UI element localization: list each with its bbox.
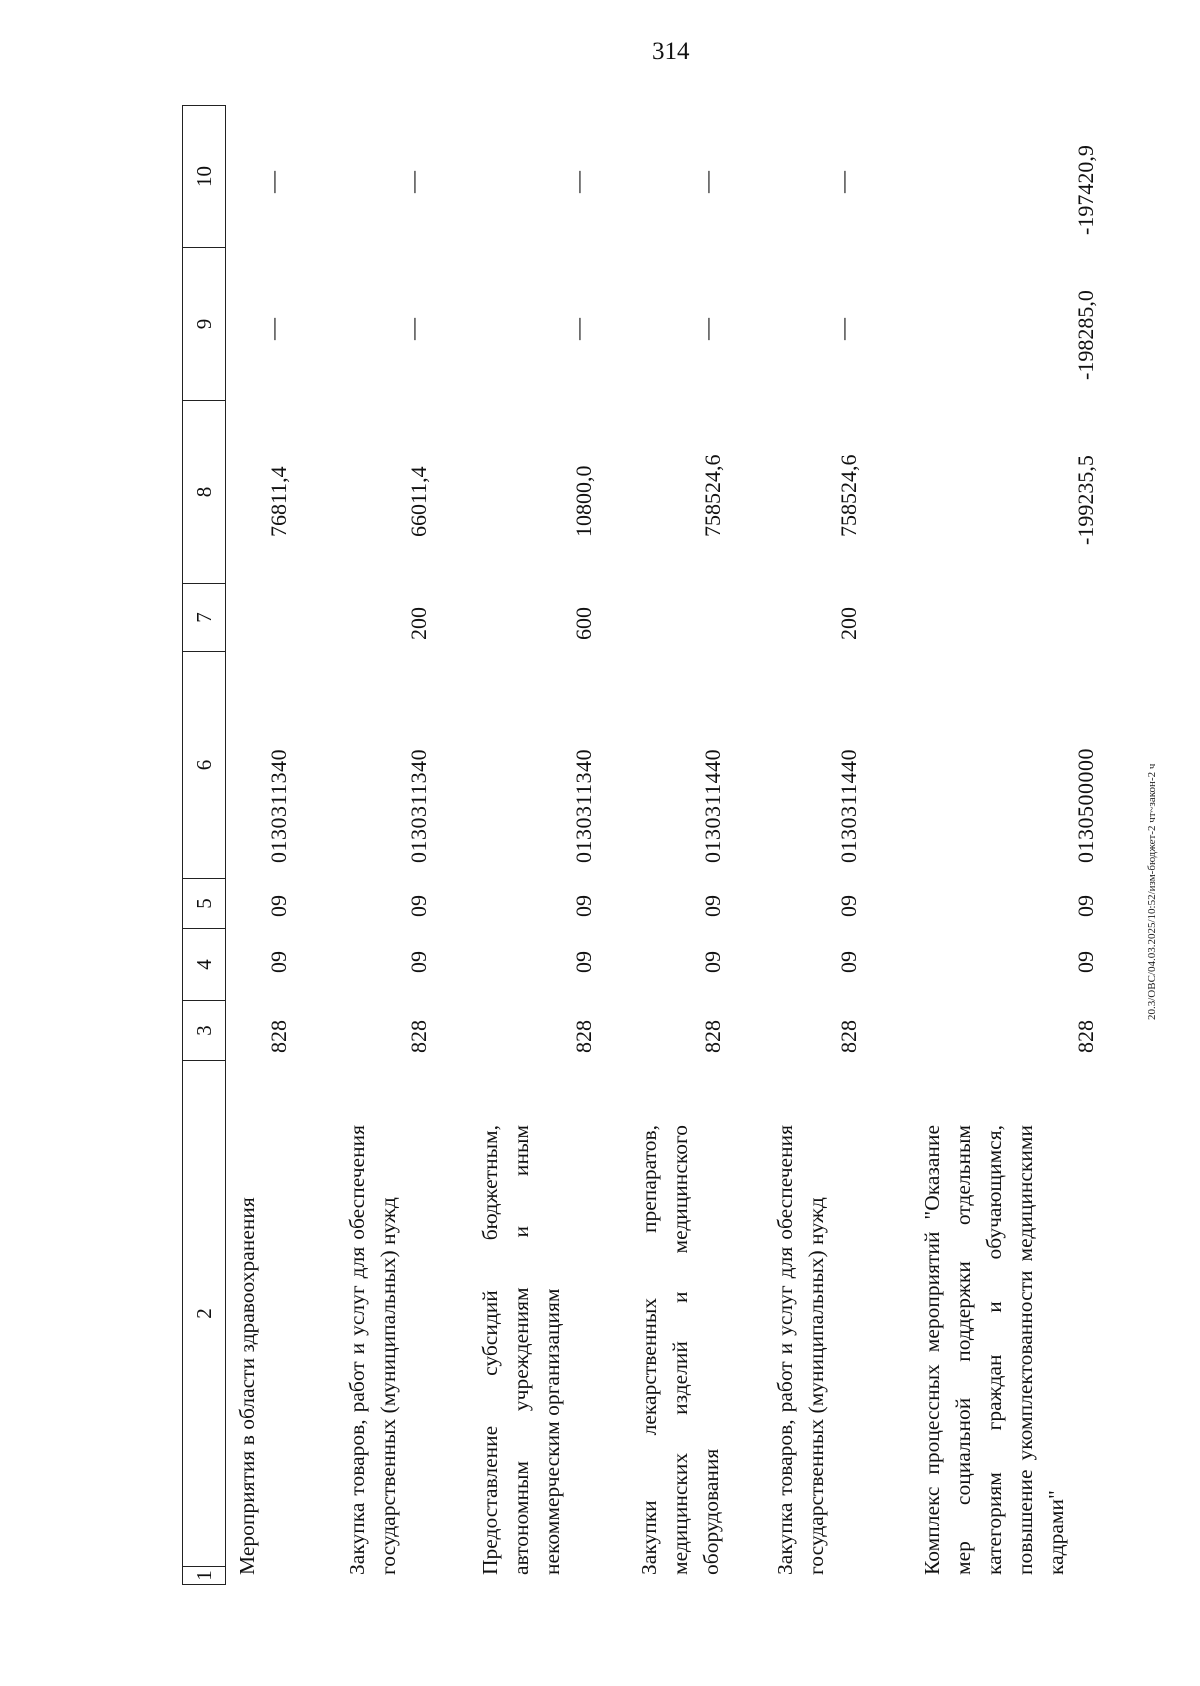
cell-col9: -198285,0 — [1073, 290, 1098, 380]
header-col-5: 5 — [182, 878, 226, 928]
cell-col9: — — [400, 318, 425, 340]
cell-col3: 828 — [1073, 1020, 1098, 1053]
cell-col4: 09 — [406, 951, 431, 973]
row-description: Закупка товаров, работ и услуг для обеспечения государственных (муниципальных) нужд — [345, 1125, 400, 1575]
cell-col10: — — [694, 171, 719, 193]
cell-col6: 0130311340 — [266, 748, 291, 863]
cell-col5: 09 — [571, 895, 596, 917]
row-description: Закупка товаров, работ и услуг для обеспечения государственных (муниципальных) нужд — [773, 1125, 828, 1575]
cell-col5: 09 — [700, 895, 725, 917]
row-description: Мероприятия в области здравоохранения — [235, 1197, 259, 1575]
cell-col5: 09 — [406, 895, 431, 917]
row-description: Комплекс процессных мероприятий "Оказание мер социальной поддержки отдельным категориям граждан и обучающимся, повышение укомплектованности медицинскими кадрами" — [920, 1125, 1068, 1575]
cell-col3: 828 — [700, 1020, 725, 1053]
footer-code: 20.3/ОВС/04.03.2025/10:52/изм-бюджет-2 чт~закон-2 ч — [1146, 763, 1158, 1020]
header-col-10: 10 — [182, 105, 226, 247]
cell-col5: 09 — [836, 895, 861, 917]
cell-col10: — — [400, 171, 425, 193]
table-row — [475, 105, 615, 1585]
cell-col8: 758524,6 — [836, 454, 861, 537]
cell-col10: — — [830, 171, 855, 193]
cell-col4: 09 — [266, 951, 291, 973]
cell-col9: — — [694, 318, 719, 340]
cell-col8: 66011,4 — [406, 466, 431, 537]
cell-col6: 0130311340 — [406, 748, 431, 863]
table-row — [917, 105, 1117, 1585]
header-col-8: 8 — [182, 400, 226, 583]
cell-col5: 09 — [1073, 895, 1098, 917]
table-row — [770, 105, 880, 1585]
header-col-2: 2 — [182, 1060, 226, 1566]
budget-table — [182, 105, 1182, 1585]
cell-col3: 828 — [836, 1020, 861, 1053]
cell-col6: 0130311440 — [836, 748, 861, 863]
cell-col8: -199235,5 — [1073, 455, 1098, 545]
cell-col8: 10800,0 — [571, 465, 596, 537]
header-col-9: 9 — [182, 247, 226, 400]
cell-col3: 828 — [571, 1020, 596, 1053]
cell-col9: — — [260, 318, 285, 340]
header-col-3: 3 — [182, 1000, 226, 1060]
cell-col3: 828 — [266, 1020, 291, 1053]
cell-col9: — — [830, 318, 855, 340]
row-description: Закупки лекарственных препаратов, медицинских изделий и медицинского оборудования — [637, 1125, 723, 1575]
cell-col8: 76811,4 — [266, 466, 291, 537]
cell-col7: 600 — [571, 607, 596, 640]
table-row — [232, 105, 322, 1585]
cell-col10: -197420,9 — [1073, 145, 1098, 235]
cell-col10: — — [260, 171, 285, 193]
table-row — [634, 105, 744, 1585]
cell-col3: 828 — [406, 1020, 431, 1053]
cell-col4: 09 — [836, 951, 861, 973]
cell-col9: — — [565, 318, 590, 340]
cell-col10: — — [565, 171, 590, 193]
cell-col5: 09 — [266, 895, 291, 917]
cell-col4: 09 — [1073, 951, 1098, 973]
page-number: 314 — [652, 38, 690, 65]
cell-col4: 09 — [700, 951, 725, 973]
header-col-1: 1 — [182, 1566, 226, 1585]
cell-col7: 200 — [406, 607, 431, 640]
cell-col6: 0130311440 — [700, 748, 725, 863]
cell-col8: 758524,6 — [700, 454, 725, 537]
header-col-7: 7 — [182, 583, 226, 651]
cell-col7: 200 — [836, 607, 861, 640]
header-col-4: 4 — [182, 928, 226, 1000]
header-col-6: 6 — [182, 651, 226, 878]
cell-col4: 09 — [571, 951, 596, 973]
row-description: Предоставление субсидий бюджетным, автономным учреждениям и иным некоммерческим организациям — [478, 1125, 564, 1575]
cell-col6: 0130500000 — [1073, 748, 1098, 863]
table-row — [342, 105, 452, 1585]
cell-col6: 0130311340 — [571, 748, 596, 863]
